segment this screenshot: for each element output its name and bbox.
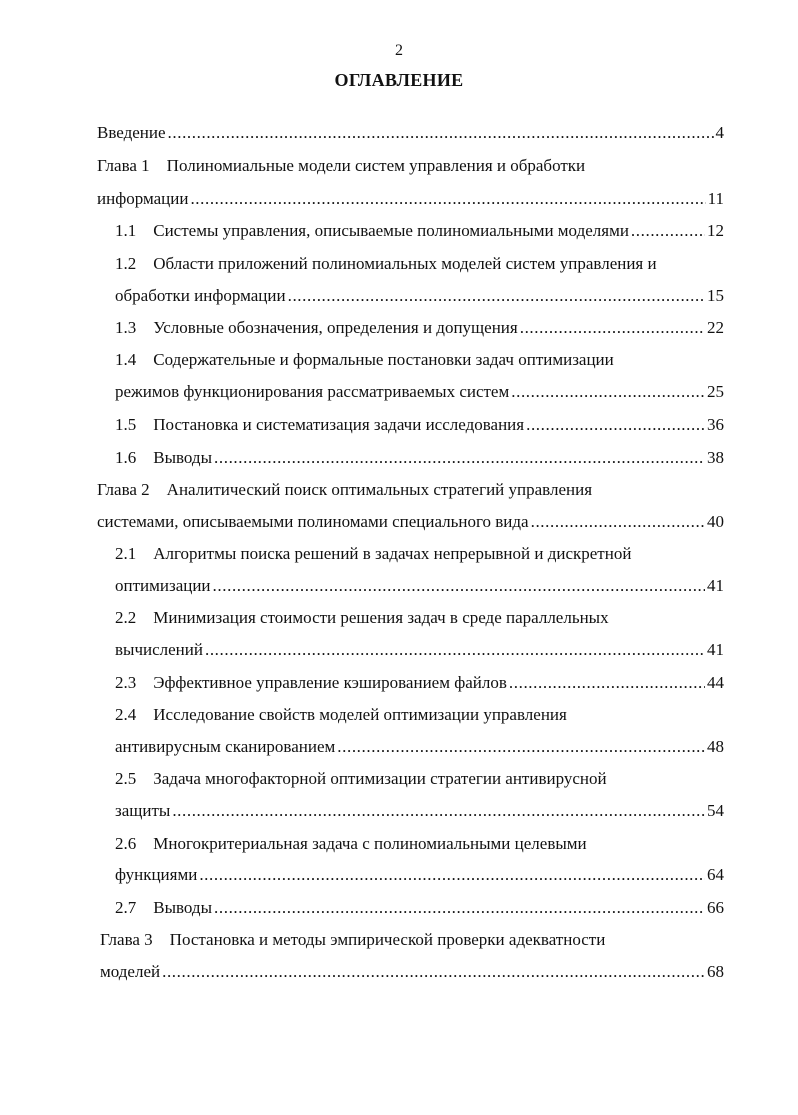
toc-entry-2-6[interactable] xyxy=(115,832,587,856)
toc-entry-chapter-2-cont[interactable] xyxy=(97,510,724,534)
page-number: 2 xyxy=(395,42,403,59)
toc-entry-2-1-cont[interactable] xyxy=(115,574,724,598)
toc-entry-text: Глава 2 Аналитический поиск оптимальных стратегий управления xyxy=(97,480,593,499)
toc-entry-text: Выводы xyxy=(153,448,213,467)
toc-entry-text: оптимизации xyxy=(115,576,211,595)
toc-entry-text: обработки информации xyxy=(115,286,286,305)
section-number: 2.2 xyxy=(115,608,137,627)
toc-entry-1-1[interactable] xyxy=(115,219,724,243)
toc-entry-text: системами, описываемыми полиномами специального вида xyxy=(97,512,529,531)
dot-leader xyxy=(337,735,705,759)
toc-page-number: 4 xyxy=(715,123,724,142)
toc-entry-text: Глава 3 Постановка и методы эмпирической проверки адекватности xyxy=(100,930,606,949)
toc-title: ОГЛАВЛЕНИЕ xyxy=(334,70,464,90)
section-number: 2.7 xyxy=(115,898,137,917)
toc-page-number: 54 xyxy=(707,801,724,820)
toc-page-number: 12 xyxy=(707,221,724,240)
section-number: 1.5 xyxy=(115,415,137,434)
toc-entry-2-2[interactable] xyxy=(115,606,609,630)
toc-entry-2-7[interactable] xyxy=(115,896,724,920)
section-number: 1.6 xyxy=(115,448,137,467)
toc-entry-text: Многокритериальная задача с полиномиальными целевыми xyxy=(153,834,587,853)
toc-entry-2-4-cont[interactable] xyxy=(115,735,724,759)
section-number: 2.6 xyxy=(115,834,137,853)
dot-leader xyxy=(199,863,705,887)
toc-page-number: 66 xyxy=(707,898,724,917)
dot-leader xyxy=(509,671,705,695)
section-number: 1.2 xyxy=(115,254,137,273)
toc-entry-text: режимов функционирования рассматриваемых систем xyxy=(115,382,510,401)
toc-page-number: 36 xyxy=(707,415,724,434)
toc-entry-text: Эффективное управление кэшированием файлов xyxy=(153,673,507,692)
toc-entry-text: Исследование свойств моделей оптимизации управления xyxy=(153,705,567,724)
toc-page-number: 38 xyxy=(707,448,724,467)
section-number: 2.1 xyxy=(115,544,137,563)
dot-leader xyxy=(520,316,705,340)
toc-page-number: 25 xyxy=(707,382,724,401)
toc-page-number: 40 xyxy=(707,512,724,531)
toc-entry-2-4[interactable] xyxy=(115,703,567,727)
dot-leader xyxy=(531,510,705,534)
toc-entry-text: антивирусным сканированием xyxy=(115,737,336,756)
toc-entry-2-1[interactable] xyxy=(115,542,631,566)
toc-page-number: 41 xyxy=(707,576,724,595)
section-number: 2.3 xyxy=(115,673,137,692)
toc-entry-text: Введение xyxy=(97,123,166,142)
toc-entry-1-4-cont[interactable] xyxy=(115,380,724,404)
toc-entry-text: Глава 1 Полиномиальные модели систем управления и обработки xyxy=(97,156,586,175)
toc-entry-text: защиты xyxy=(115,801,171,820)
toc-entry-text: Минимизация стоимости решения задач в среде параллельных xyxy=(153,608,609,627)
toc-entry-text: Алгоритмы поиска решений в задачах непрерывной и дискретной xyxy=(153,544,632,563)
toc-entry-text: Выводы xyxy=(153,898,213,917)
dot-leader xyxy=(288,284,705,308)
toc-entry-text: Постановка и систематизация задачи исследования xyxy=(153,415,525,434)
toc-entry-introduction[interactable] xyxy=(97,121,724,145)
toc-entry-chapter-3[interactable] xyxy=(100,928,605,952)
toc-entry-text: вычислений xyxy=(115,640,203,659)
dot-leader xyxy=(205,638,705,662)
toc-page-number: 44 xyxy=(707,673,724,692)
toc-page-number: 48 xyxy=(707,737,724,756)
toc-entry-text: функциями xyxy=(115,865,198,884)
toc-entry-text: Системы управления, описываемые полиномиальными моделями xyxy=(153,221,629,240)
toc-entry-2-5-cont[interactable] xyxy=(115,799,724,823)
dot-leader xyxy=(190,187,705,211)
toc-page-number: 64 xyxy=(707,865,724,884)
toc-entry-text: Задача многофакторной оптимизации стратегии антивирусной xyxy=(153,769,607,788)
dot-leader xyxy=(511,380,705,404)
section-number: 2.4 xyxy=(115,705,137,724)
dot-leader xyxy=(214,896,705,920)
toc-entry-chapter-3-cont[interactable] xyxy=(100,960,724,984)
dot-leader xyxy=(631,219,705,243)
dot-leader xyxy=(214,446,705,470)
toc-entry-text: Области приложений полиномиальных моделей систем управления и xyxy=(153,254,657,273)
toc-entry-text: информации xyxy=(97,189,189,208)
section-number: 1.1 xyxy=(115,221,137,240)
toc-entry-chapter-1-cont[interactable] xyxy=(97,187,724,211)
toc-entry-2-5[interactable] xyxy=(115,767,607,791)
dot-leader xyxy=(162,960,705,984)
toc-entry-text: Содержательные и формальные постановки задач оптимизации xyxy=(153,350,614,369)
dot-leader xyxy=(172,799,705,823)
toc-entry-chapter-1[interactable] xyxy=(97,154,585,178)
toc-page-number: 68 xyxy=(707,962,724,981)
toc-entry-1-2[interactable] xyxy=(115,252,657,276)
dot-leader xyxy=(168,121,714,145)
toc-entry-chapter-2[interactable] xyxy=(97,478,592,502)
section-number: 1.3 xyxy=(115,318,137,337)
toc-entry-1-3[interactable] xyxy=(115,316,724,340)
dot-leader xyxy=(526,413,705,437)
toc-entry-1-6[interactable] xyxy=(115,446,724,470)
toc-entry-2-6-cont[interactable] xyxy=(115,863,724,887)
toc-entry-text: моделей xyxy=(100,962,161,981)
toc-entry-text: Условные обозначения, определения и допущения xyxy=(153,318,518,337)
section-number: 1.4 xyxy=(115,350,137,369)
toc-page-number: 11 xyxy=(707,189,724,208)
section-number: 2.5 xyxy=(115,769,137,788)
toc-entry-1-5[interactable] xyxy=(115,413,724,437)
toc-entry-2-3[interactable] xyxy=(115,671,724,695)
toc-page-number: 15 xyxy=(707,286,724,305)
toc-entry-2-2-cont[interactable] xyxy=(115,638,724,662)
toc-page-number: 22 xyxy=(707,318,724,337)
toc-entry-1-2-cont[interactable] xyxy=(115,284,724,308)
toc-page-number: 41 xyxy=(707,640,724,659)
dot-leader xyxy=(213,574,705,598)
toc-entry-1-4[interactable] xyxy=(115,348,614,372)
